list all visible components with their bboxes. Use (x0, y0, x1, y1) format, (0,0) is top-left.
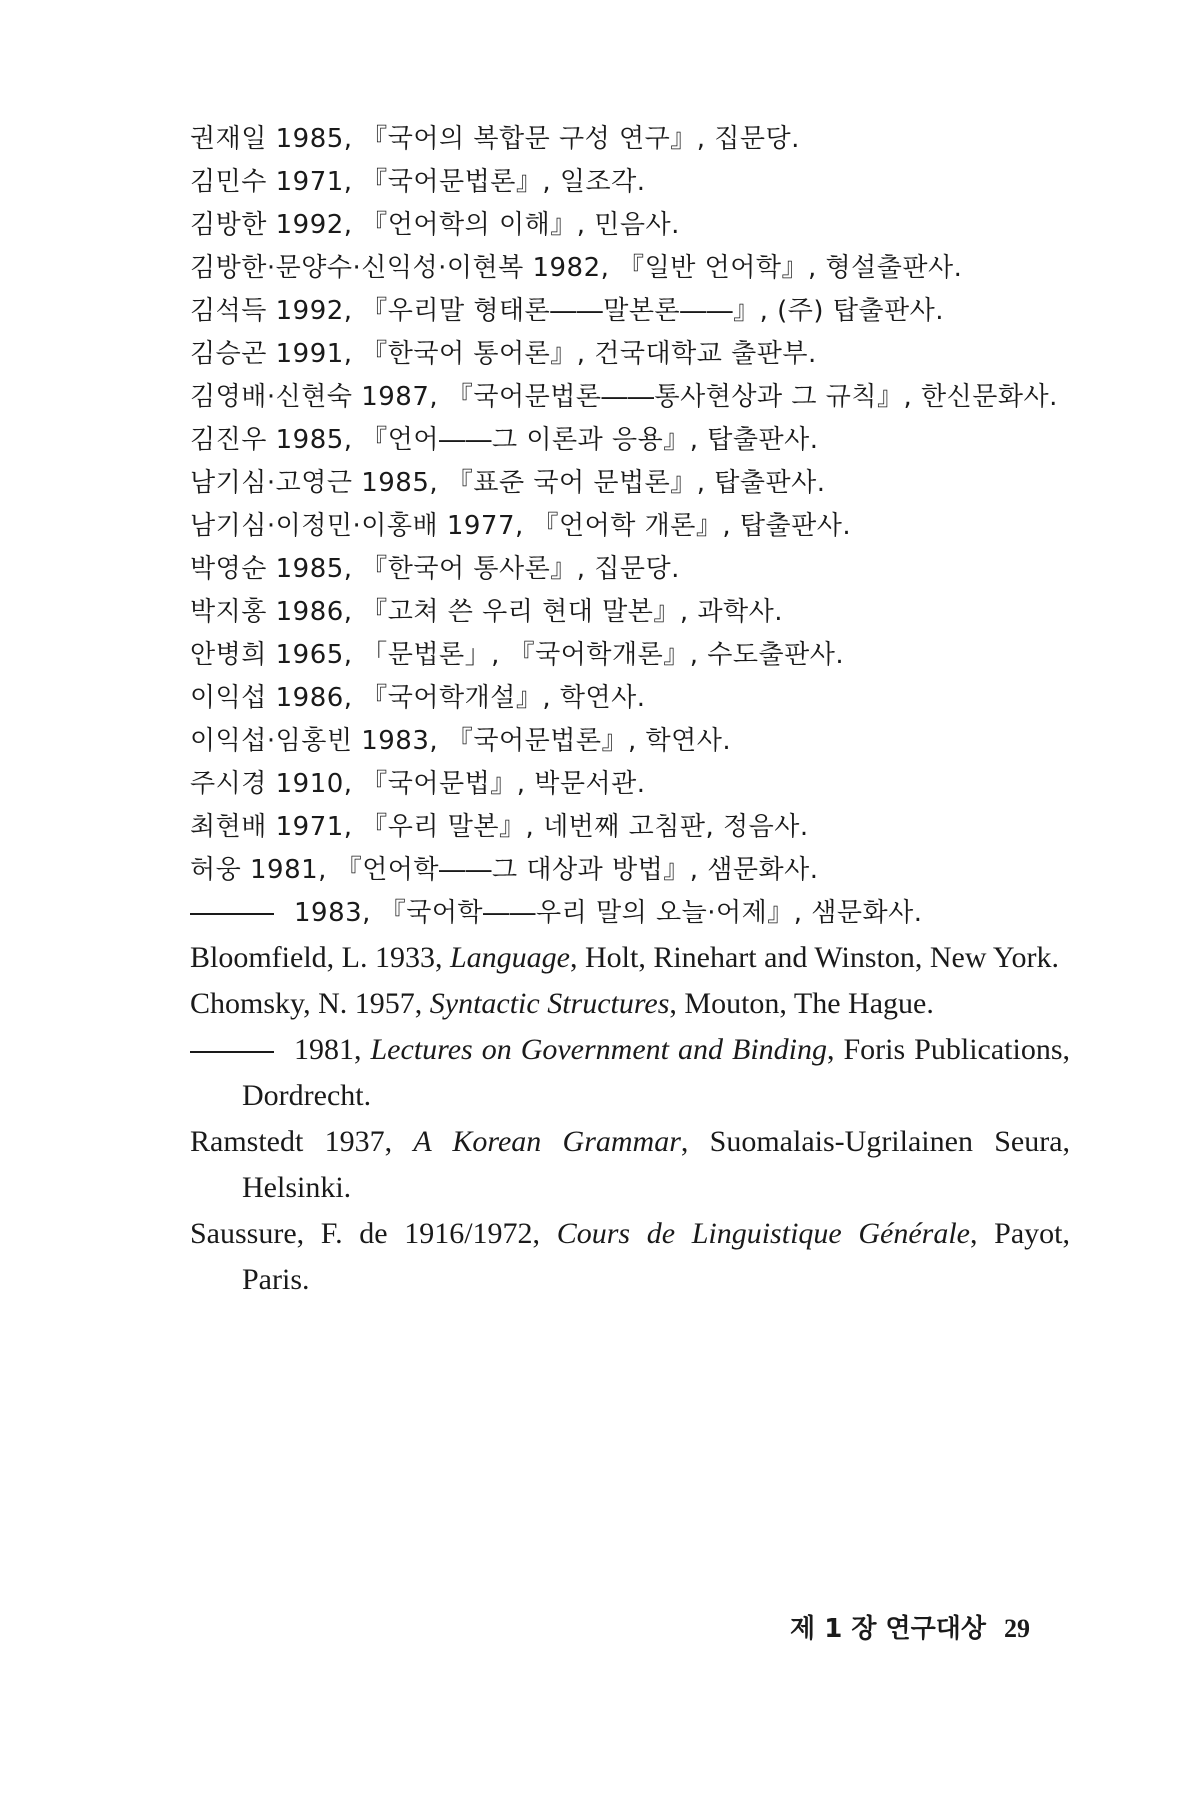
reference-text: 1983, 『국어학――우리 말의 오늘·어제』, 샘문화사. (294, 898, 923, 928)
reference-publisher: , Payot, Paris. (242, 1217, 1070, 1296)
reference-entry (190, 1211, 1070, 1303)
reference-author: Bloomfield, L. 1933, (190, 941, 443, 974)
reference-entry (190, 981, 1070, 1027)
reference-entry (190, 1119, 1070, 1211)
reference-text: 최현배 1971, 『우리 말본』, 네번째 고침판, 정음사. (190, 812, 809, 842)
reference-entry (190, 634, 1070, 677)
page-footer (0, 1608, 1030, 1645)
reference-entry (190, 548, 1070, 591)
reference-title: A Korean Grammar (413, 1125, 681, 1158)
page-number: 29 (1004, 1614, 1030, 1643)
reference-entry (190, 376, 1070, 419)
reference-entry (190, 462, 1070, 505)
reference-publisher: , Holt, Rinehart and Winston, New York. (569, 941, 1060, 974)
reference-text: 남기심·고영근 1985, 『표준 국어 문법론』, 탑출판사. (190, 468, 826, 498)
reference-entry (190, 892, 1070, 935)
reference-text: 김승곤 1991, 『한국어 통어론』, 건국대학교 출판부. (190, 339, 817, 369)
reference-publisher: , Foris Publications, Dordrecht. (242, 1033, 1070, 1112)
reference-entry (190, 677, 1070, 720)
reference-list (190, 118, 1070, 1303)
reference-text: 김민수 1971, 『국어문법론』, 일조각. (190, 167, 646, 197)
reference-title: Language (449, 941, 570, 974)
reference-text: 주시경 1910, 『국어문법』, 박문서관. (190, 769, 646, 799)
reference-title: Lectures on Government and Binding (370, 1033, 827, 1066)
reference-text: 박영순 1985, 『한국어 통사론』, 집문당. (190, 554, 680, 584)
reference-entry (190, 204, 1070, 247)
reference-entry (190, 333, 1070, 376)
reference-text: 남기심·이정민·이홍배 1977, 『언어학 개론』, 탑출판사. (190, 511, 852, 541)
reference-text: 김진우 1985, 『언어――그 이론과 응용』, 탑출판사. (190, 425, 819, 455)
chapter-heading: 제 1 장 연구대상 (790, 1614, 986, 1644)
reference-entry (190, 763, 1070, 806)
reference-text: 허웅 1981, 『언어학――그 대상과 방법』, 샘문화사. (190, 855, 819, 885)
reference-text: 김방한·문양수·신익성·이현복 1982, 『일반 언어학』, 형설출판사. (190, 253, 963, 283)
reference-entry (190, 290, 1070, 333)
reference-author: Chomsky, N. 1957, (190, 987, 423, 1020)
reference-text: 김영배·신현숙 1987, 『국어문법론――통사현상과 그 규칙』, 한신문화사. (190, 382, 1058, 412)
reference-entry (190, 505, 1070, 548)
ditto-dash (190, 1051, 274, 1053)
reference-text: 이익섭 1986, 『국어학개설』, 학연사. (190, 683, 646, 713)
reference-text: 안병희 1965, 「문법론」, 『국어학개론』, 수도출판사. (190, 640, 845, 670)
reference-author: Saussure, F. de 1916/1972, (190, 1217, 541, 1250)
ditto-dash (190, 913, 274, 915)
reference-entry (190, 1027, 1070, 1119)
reference-text: 김석득 1992, 『우리말 형태론――말본론――』, (주) 탑출판사. (190, 296, 945, 326)
reference-text: 박지홍 1986, 『고쳐 쓴 우리 현대 말본』, 과학사. (190, 597, 784, 627)
reference-author: Ramstedt 1937, (190, 1125, 393, 1158)
reference-entry (190, 935, 1070, 981)
reference-entry (190, 161, 1070, 204)
reference-entry (190, 419, 1070, 462)
reference-title: Syntactic Structures (429, 987, 670, 1020)
reference-text: 권재일 1985, 『국어의 복합문 구성 연구』, 집문당. (190, 124, 800, 154)
reference-entry (190, 118, 1070, 161)
reference-entry (190, 720, 1070, 763)
reference-title: Cours de Linguistique Générale (556, 1217, 970, 1250)
reference-entry (190, 849, 1070, 892)
reference-entry (190, 806, 1070, 849)
reference-author: 1981, (294, 1033, 362, 1066)
reference-text: 김방한 1992, 『언어학의 이해』, 민음사. (190, 210, 680, 240)
reference-entry (190, 247, 1070, 290)
reference-publisher: , Suomalais-Ugrilainen Seura, Helsinki. (242, 1125, 1071, 1204)
reference-entry (190, 591, 1070, 634)
reference-text: 이익섭·임홍빈 1983, 『국어문법론』, 학연사. (190, 726, 732, 756)
reference-publisher: , Mouton, The Hague. (669, 987, 934, 1020)
